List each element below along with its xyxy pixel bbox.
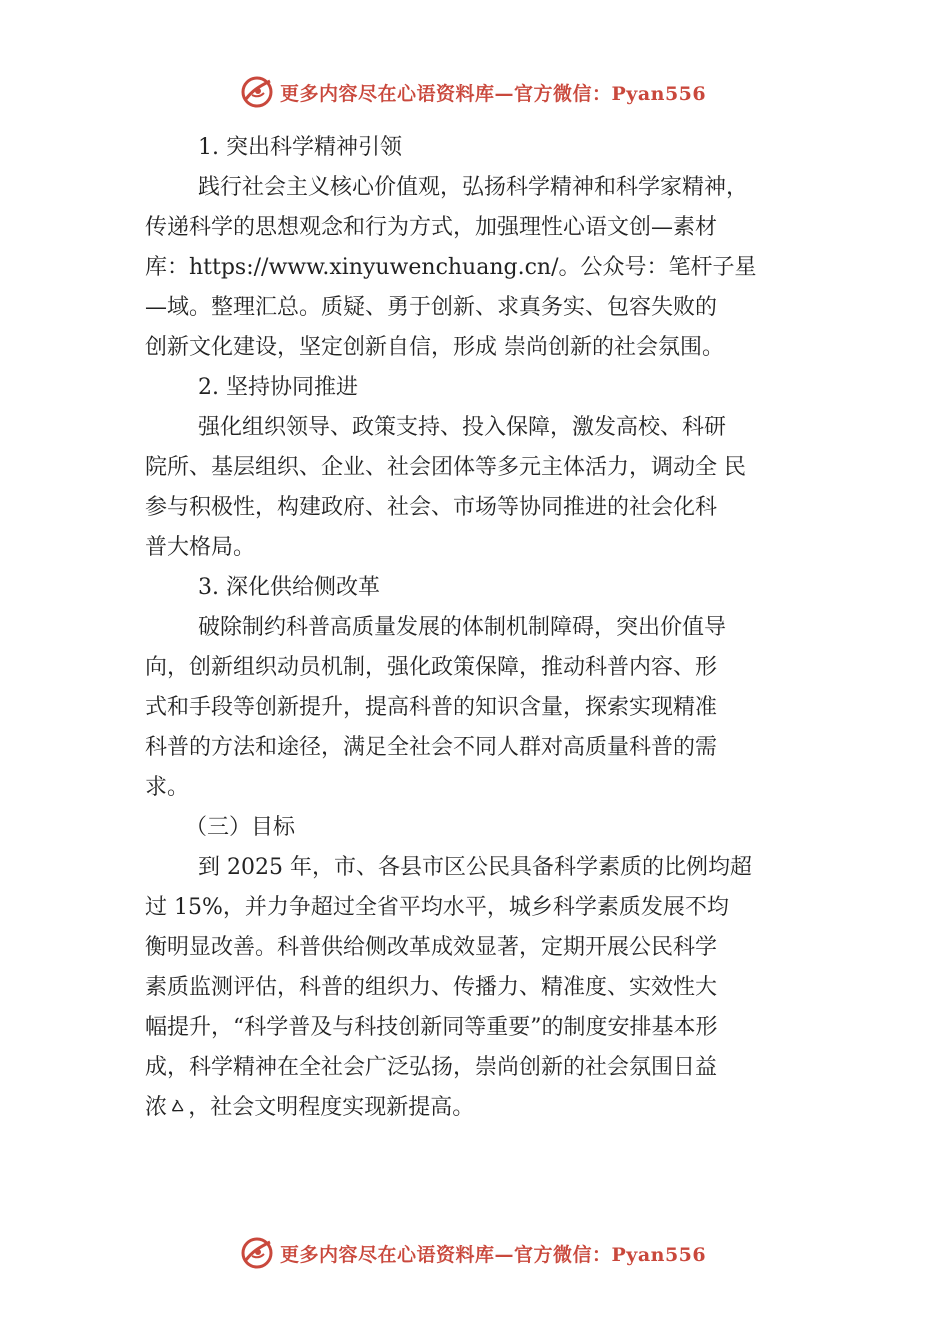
- header-banner: [238, 72, 758, 112]
- text-line: 强化组织领导、政策支持、投入保障，激发高校、科研: [198, 415, 727, 440]
- text-line: —域。整理汇总。质疑、勇于创新、求真务实、包容失败的: [145, 295, 718, 320]
- text-line: 普大格局。: [145, 535, 256, 560]
- brush-seal-icon: [238, 1234, 276, 1272]
- text-line: 衡明显改善。科普供给侧改革成效显著，定期开展公民科学: [145, 935, 718, 960]
- text-line: 素质监测评估，科普的组织力、传播力、精准度、实效性大: [145, 975, 718, 1000]
- paragraph: [145, 848, 810, 1128]
- paragraph: [145, 608, 810, 808]
- brush-seal-icon: [238, 73, 276, 111]
- text-line: 过 15%，并力争超过全省平均水平，城乡科学素质发展不均: [145, 895, 729, 920]
- banner-text: 更多内容尽在心语资料库—官方微信：Pyan556: [280, 82, 707, 105]
- paragraph: [145, 168, 810, 368]
- text-line: 浓ㅿ，社会文明程度实现新提高。: [145, 1095, 475, 1120]
- text-line: 求。: [145, 775, 190, 800]
- banner-text: 更多内容尽在心语资料库—官方微信：Pyan556: [280, 1243, 707, 1266]
- section-heading: 1. 突出科学精神引领: [198, 135, 402, 160]
- text-line: 破除制约科普高质量发展的体制机制障碍，突出价值导: [198, 615, 727, 640]
- text-line: 科普的方法和途径，满足全社会不同人群对高质量科普的需: [145, 735, 718, 760]
- section-heading: 3. 深化供给侧改革: [198, 575, 380, 600]
- text-line: 到 2025 年，市、各县市区公民具备科学素质的比例均超: [198, 855, 752, 880]
- text-line: 传递科学的思想观念和行为方式，加强理性心语文创—素材: [145, 215, 718, 240]
- text-line: 成，科学精神在全社会广泛弘扬，崇尚创新的社会氛围日益: [145, 1055, 718, 1080]
- text-line: 参与积极性，构建政府、社会、市场等协同推进的社会化科: [145, 495, 718, 520]
- text-line: 库：https://www.xinyuwenchuang.cn/。公众号：笔杆子星: [145, 255, 757, 280]
- document-body: [145, 128, 810, 1128]
- text-line: 向，创新组织动员机制，强化政策保障，推动科普内容、形: [145, 655, 718, 680]
- text-line: 幅提升，“科学普及与科技创新同等重要”的制度安排基本形: [145, 1015, 718, 1040]
- text-line: 践行社会主义核心价值观，弘扬科学精神和科学家精神，: [198, 175, 749, 200]
- text-line: 创新文化建设，坚定创新自信，形成 崇尚创新的社会氛围。: [145, 335, 724, 360]
- paragraph: [145, 408, 810, 568]
- section-heading: 2. 坚持协同推进: [198, 375, 358, 400]
- footer-banner: [238, 1233, 758, 1273]
- text-line: 式和手段等创新提升，提高科普的知识含量，探索实现精准: [145, 695, 718, 720]
- text-line: 院所、基层组织、企业、社会团体等多元主体活力，调动全 民: [145, 455, 746, 480]
- section-heading: （三）目标: [185, 815, 296, 840]
